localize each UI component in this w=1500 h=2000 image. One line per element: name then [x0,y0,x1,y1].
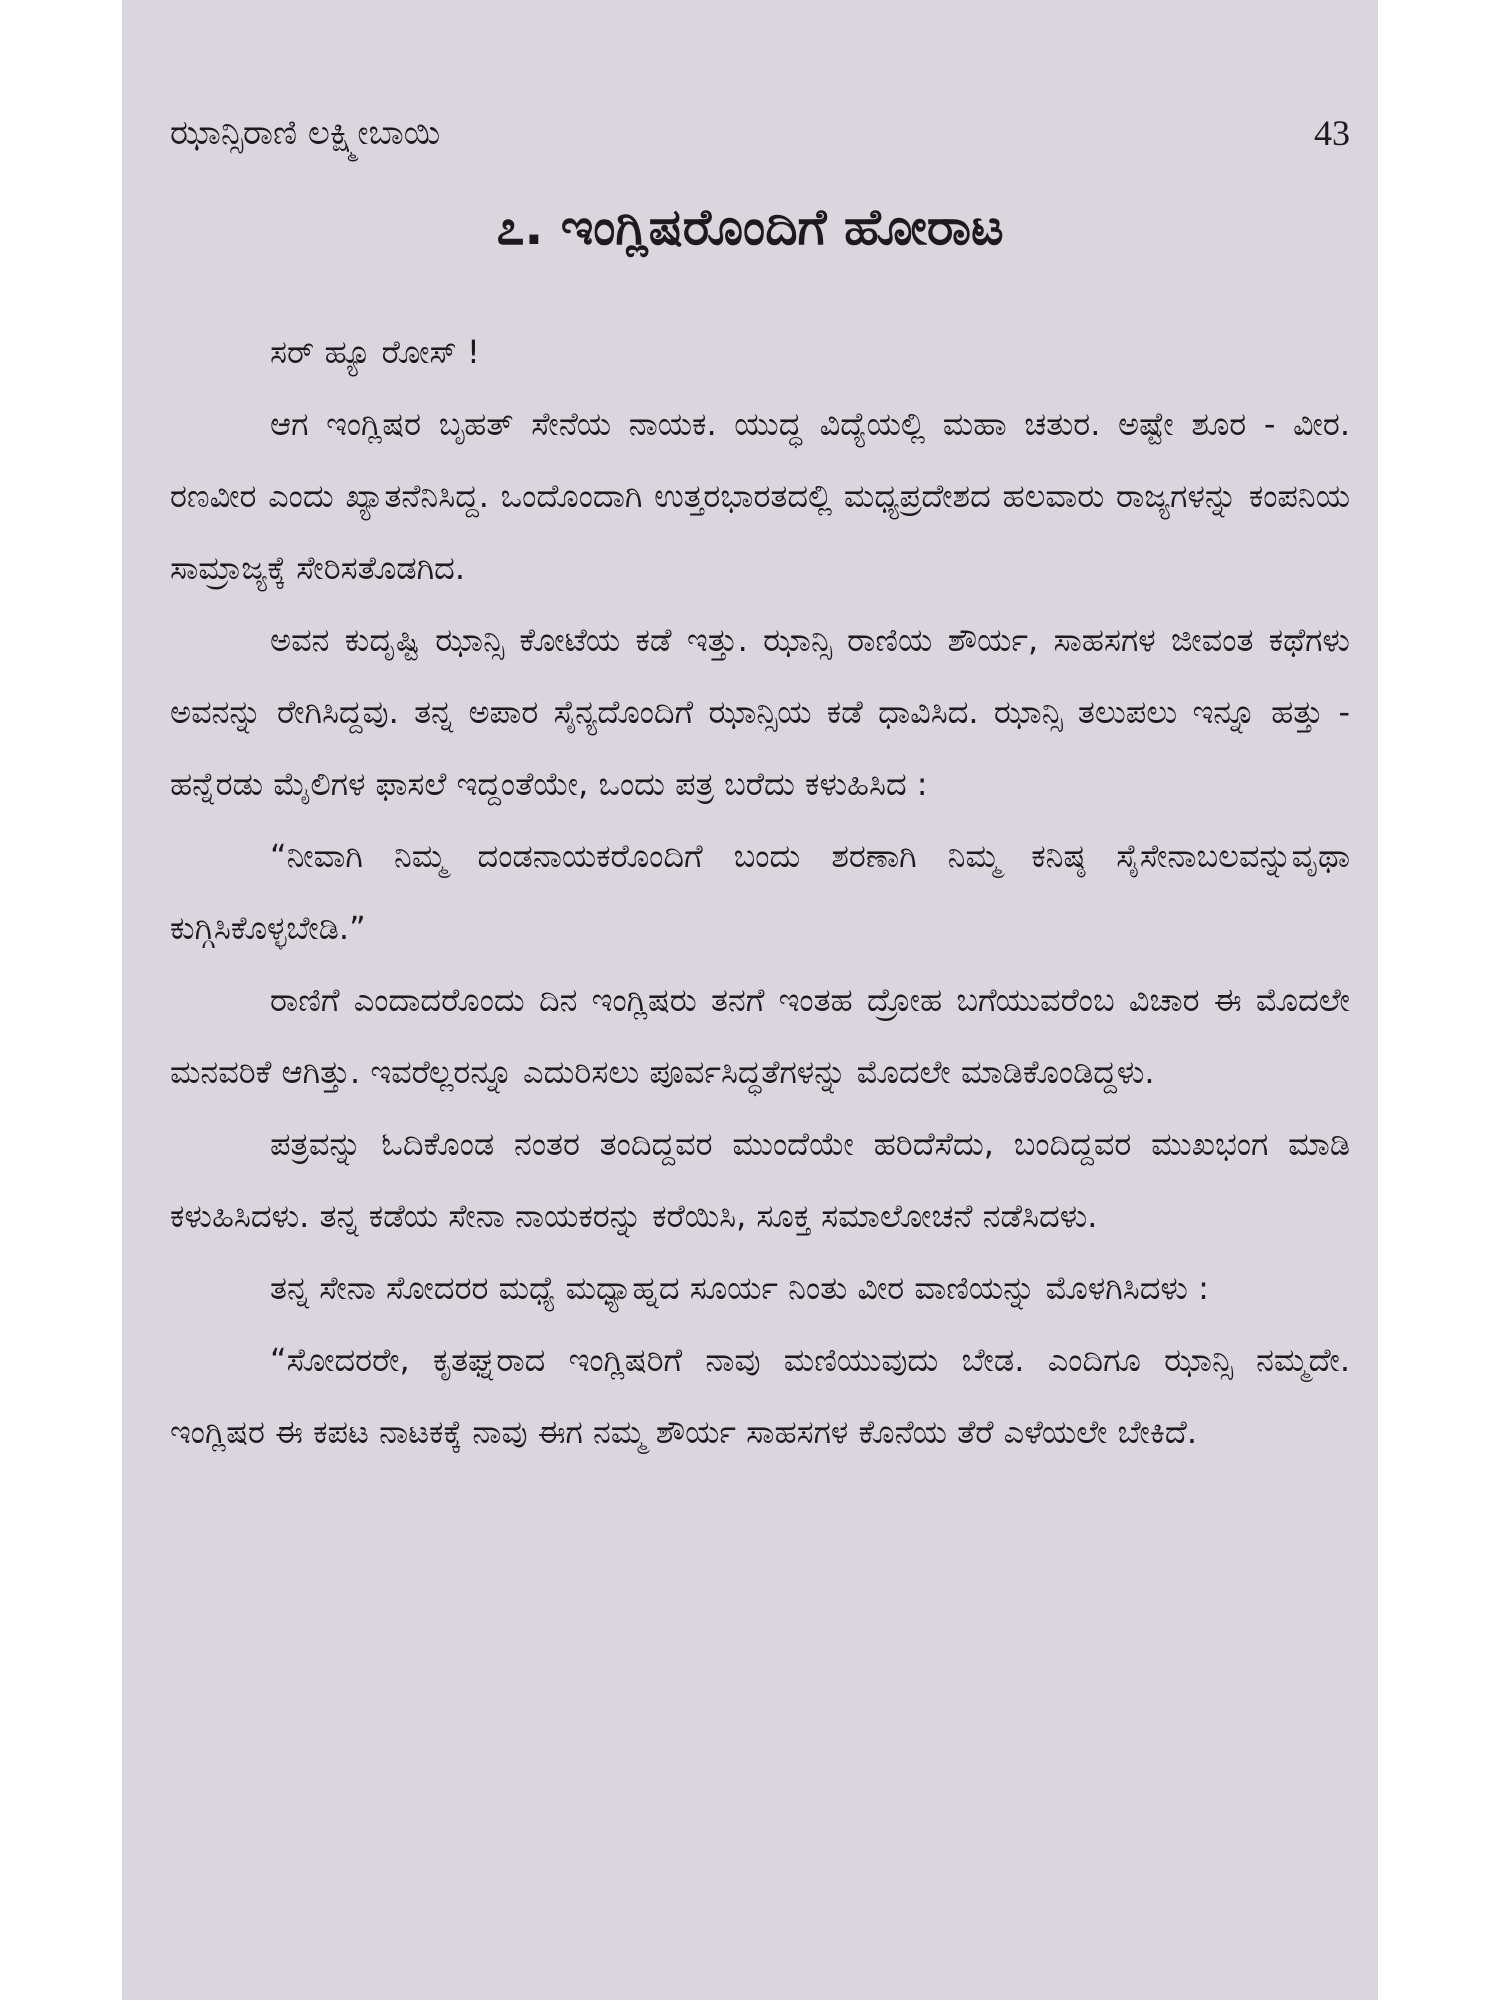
body-text [170,316,1350,1468]
paragraph: ಆಗ ಇಂಗ್ಲಿಷರ ಬೃಹತ್ ಸೇನೆಯ ನಾಯಕ. ಯುದ್ಧ ವಿದ್ಯೆಯಲ್ಲಿ ಮಹಾ ಚತುರ. ಅಷ್ಟೇ ಶೂರ - ವೀರ. ರಣವೀರ ಎಂದು ಖ್ಯಾತನೆನಿಸಿದ್ದ. ಒಂದೊಂದಾಗಿ ಉತ್ತರಭಾರತದಲ್ಲಿ ಮಧ್ಯಪ್ರದೇಶದ ಹಲವಾರು ರಾಜ್ಯಗಳನ್ನು ಕಂಪನಿಯ ಸಾಮ್ರಾಜ್ಯಕ್ಕೆ ಸೇರಿಸತೊಡಗಿದ. [170,405,1350,587]
paragraph: ಸರ್ ಹ್ಯೂ ರೋಸ್ ! [270,333,480,371]
paragraph: ರಾಣಿಗೆ ಎಂದಾದರೊಂದು ದಿನ ಇಂಗ್ಲಿಷರು ತನಗೆ ಇಂತಹ ದ್ರೋಹ ಬಗೆಯುವರೆಂಬ ವಿಚಾರ ಈ ಮೊದಲೇ ಮನವರಿಕೆ ಆಗಿತ್ತು. ಇವರೆಲ್ಲರನ್ನೂ ಎದುರಿಸಲು ಪೂರ್ವಸಿದ್ಧತೆಗಳನ್ನು ಮೊದಲೇ ಮಾಡಿಕೊಂಡಿದ್ದಳು. [170,981,1350,1091]
chapter-title: ೭. ಇಂಗ್ಲಿಷರೊಂದಿಗೆ ಹೋರಾಟ [496,198,1004,256]
paragraph: ತನ್ನ ಸೇನಾ ಸೋದರರ ಮಧ್ಯೆ ಮಧ್ಯಾಹ್ನದ ಸೂರ್ಯ ನಿಂತು ವೀರ ವಾಣಿಯನ್ನು ಮೊಳಗಿಸಿದಳು : [270,1269,1209,1307]
paragraph: “ಸೋದರರೇ, ಕೃತಘ್ನರಾದ ಇಂಗ್ಲಿಷರಿಗೆ ನಾವು ಮಣಿಯುವುದು ಬೇಡ. ಎಂದಿಗೂ ಝಾನ್ಸಿ ನಮ್ಮದೇ. ಇಂಗ್ಲಿಷರ ಈ ಕಪಟ ನಾಟಕಕ್ಕೆ ನಾವು ಈಗ ನಮ್ಮ ಶೌರ್ಯ ಸಾಹಸಗಳ ಕೊನೆಯ ತೆರೆ ಎಳೆಯಲೇ ಬೇಕಿದೆ. [170,1341,1350,1451]
page-header [170,108,1350,158]
paragraph: “ನೀವಾಗಿ ನಿಮ್ಮ ದಂಡನಾಯಕರೊಂದಿಗೆ ಬಂದು ಶರಣಾಗಿ ನಿಮ್ಮ ಕನಿಷ್ಠ ಸೈಸೇನಾಬಲವನ್ನುವೃಥಾ ಕುಗ್ಗಿಸಿಕೊಳ್ಳಬೇಡಿ.” [170,837,1350,947]
paragraph: ಅವನ ಕುದೃಷ್ಟಿ ಝಾನ್ಸಿ ಕೋಟೆಯ ಕಡೆ ಇತ್ತು. ಝಾನ್ಸಿ ರಾಣಿಯ ಶೌರ್ಯ, ಸಾಹಸಗಳ ಜೀವಂತ ಕಥೆಗಳು ಅವನನ್ನು ರೇಗಿಸಿದ್ದವು. ತನ್ನ ಅಪಾರ ಸೈನ್ಯದೊಂದಿಗೆ ಝಾನ್ಸಿಯ ಕಡೆ ಧಾವಿಸಿದ. ಝಾನ್ಸಿ ತಲುಪಲು ಇನ್ನೂ ಹತ್ತು - ಹನ್ನೆರಡು ಮೈಲಿಗಳ ಫಾಸಲೆ ಇದ್ದಂತೆಯೇ, ಒಂದು ಪತ್ರ ಬರೆದು ಕಳುಹಿಸಿದ : [170,621,1350,803]
page-number: 43 [1314,113,1350,153]
book-page [122,0,1378,2000]
paragraph: ಪತ್ರವನ್ನು ಓದಿಕೊಂಡ ನಂತರ ತಂದಿದ್ದವರ ಮುಂದೆಯೇ ಹರಿದೆಸೆದು, ಬಂದಿದ್ದವರ ಮುಖಭಂಗ ಮಾಡಿ ಕಳುಹಿಸಿದಳು. ತನ್ನ ಕಡೆಯ ಸೇನಾ ನಾಯಕರನ್ನು ಕರೆಯಿಸಿ, ಸೂಕ್ತ ಸಮಾಲೋಚನೆ ನಡೆಸಿದಳು. [170,1125,1350,1235]
running-title: ಝಾನ್ಸಿರಾಣಿ ಲಕ್ಷ್ಮೀಬಾಯಿ [170,113,441,153]
